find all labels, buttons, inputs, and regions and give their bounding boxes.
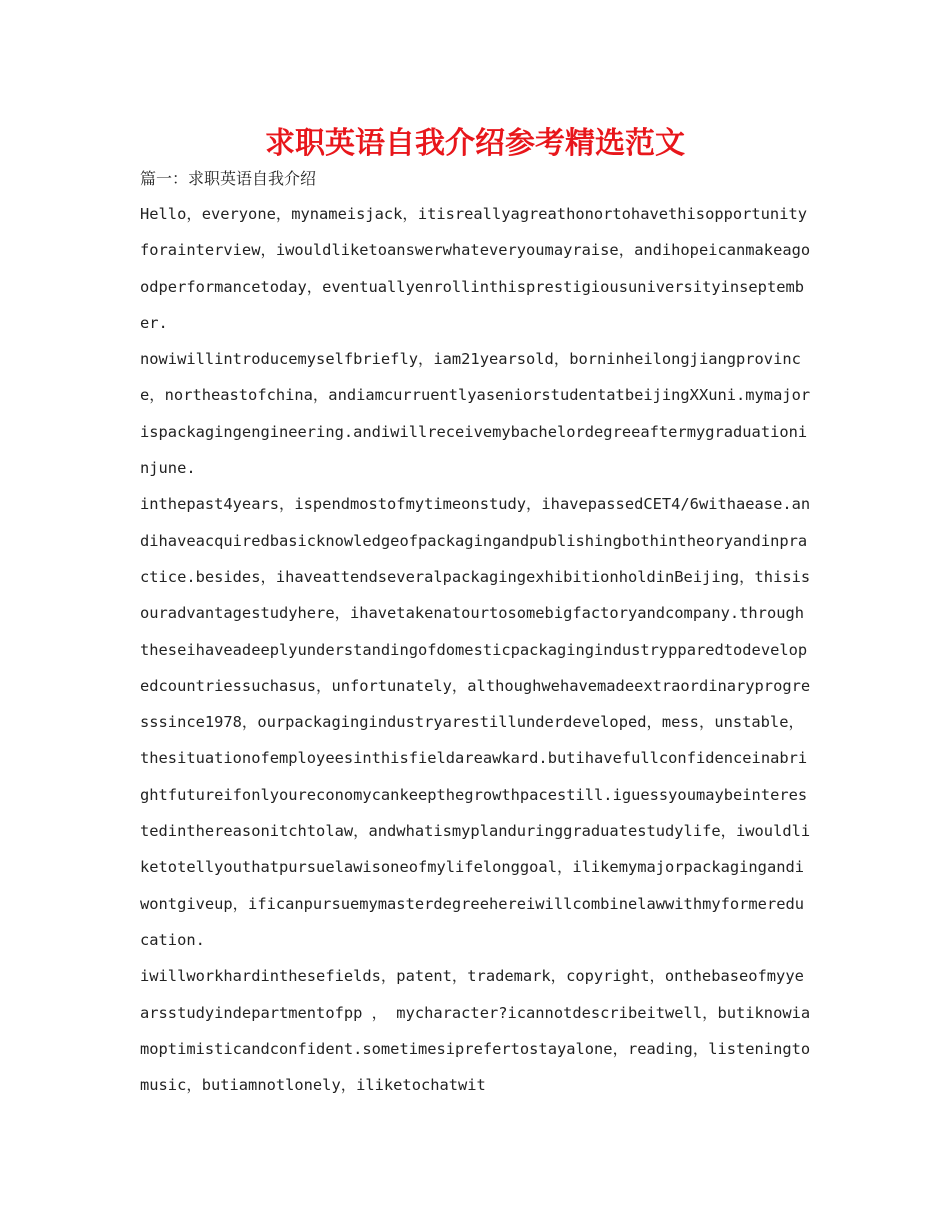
paragraph-3: inthepast4years，ispendmostofmytimeonstudy，ihavepassedCET4/6withaease.andihaveacquiredbasicknowledgeofpackagingandpublishingbothintheoryandinpractice.besides，ihaveattendseveralpackagingexhibitionholdinBeijing，thisisouradvantagestudyhere，ihavetakenatourtosomebigfactoryandcompany.throughtheseihaveadeeplyunderstandingofdomesticpackagingindustrypparedtodevelopedcountriessuchasus，unfortunately，althoughwehavemadeextraordinaryprogresssince1978，ourpackagingindustryarestillunderdeveloped，mess，unstable，thesituationofemployeesinthisfieldareawkard.butihavefullconfidenceinabrightfutureifonlyoureconomycankeepthegrowthpacestill.iguessyoumaybeinterestedinthereasonitchtolaw，andwhatismyplanduringgraduatestudylife，iwouldliketotellyouthatpursuelawisoneofmylifelonggoal，ilikemymajorpackagingandiwontgiveup，ificanpursuemymasterdegreehereiwillcombinelawwithmyformereducation. xyxy=(140,495,811,949)
section-heading: 篇一：求职英语自我介绍 xyxy=(140,169,317,188)
document-body xyxy=(140,162,812,1103)
paragraph-1: Hello，everyone，mynameisjack，itisreallyagreathonortohavethisopportunityforainterview，iwouldliketoanswerwhateveryoumayraise，andihopeicanmakeagoodperformancetoday，eventuallyenrollinthisprestigiousuniversityinseptember. xyxy=(140,205,811,332)
document-title: 求职英语自我介绍参考精选范文 xyxy=(265,126,685,161)
paragraph-2: nowiwillintroducemyselfbriefly，iam21yearsold，borninheilongjiangprovince，northeastofchina，andiamcurruentlyaseniorstudentatbeijingXXuni.mymajorispackagingengineering.andiwillreceivemybachelordegreeaftermygraduationinjune. xyxy=(140,350,811,478)
paragraph-4: iwillworkhardinthesefields，patent，trademark，copyright，onthebaseofmyyearsstudyindepartmentofpp ， mycharacter?icannotdescribeitwell，butiknowiamoptimisticandconfident.sometimesiprefertostayalone，reading，listeningtomusic，butiamnotlonely，iliketochatwit xyxy=(140,967,811,1095)
